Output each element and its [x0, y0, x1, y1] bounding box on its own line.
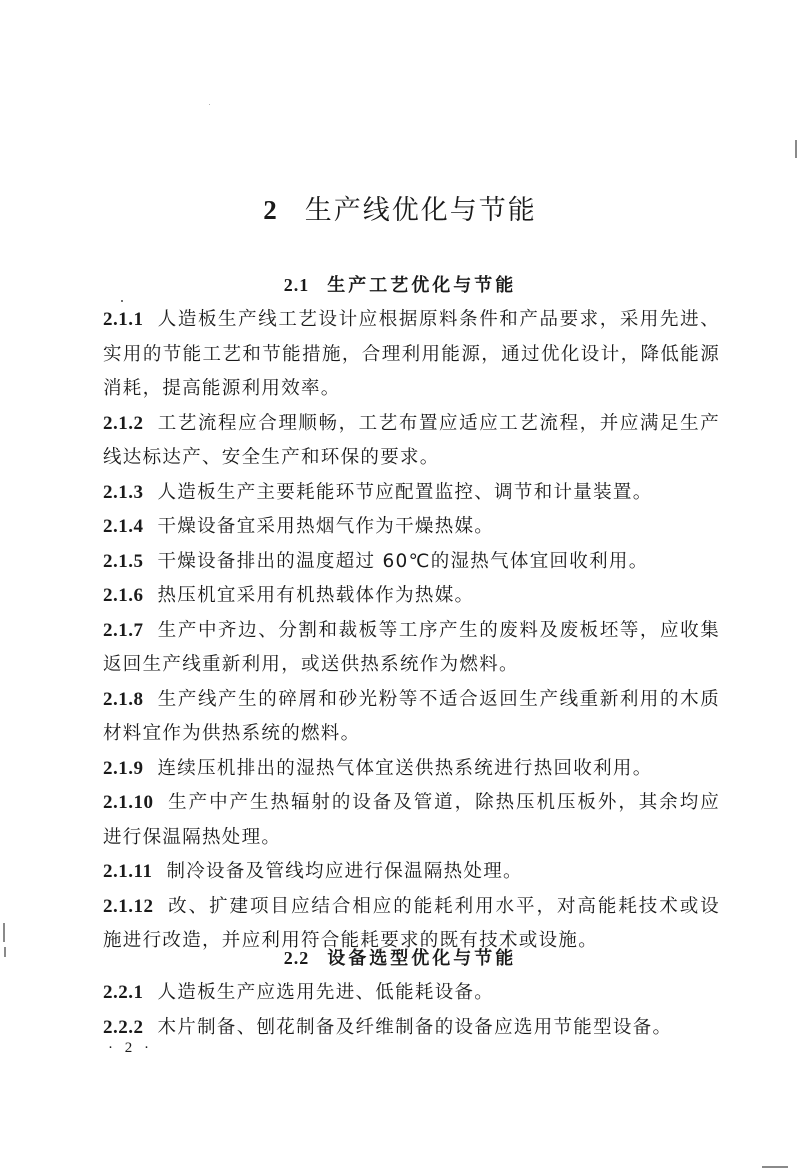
clause-text: 人造板生产主要耗能环节应配置监控、调节和计量装置。	[157, 481, 653, 503]
clause-number: 2.1.9	[103, 757, 144, 779]
clause-number: 2.1.6	[103, 585, 144, 606]
clause-2-1-11	[103, 855, 720, 890]
clause-2-1-7	[103, 614, 720, 683]
scan-edge-mark-left-1	[3, 923, 5, 942]
clause-text: 干燥设备排出的温度超过 60℃的湿热气体宜回收利用。	[157, 550, 649, 572]
clause-text: 人造板生产线工艺设计应根据原料条件和产品要求，采用先进、实用的节能工艺和节能措施，合理利用能源，通过优化设计，降低能源消耗，提高能源利用效率。	[103, 309, 720, 399]
clause-2-1-10	[103, 786, 720, 855]
clause-number: 2.1.12	[103, 895, 154, 917]
clause-number: 2.1.8	[103, 688, 144, 710]
clause-number: 2.1.11	[103, 861, 153, 882]
section-number: 2.1	[283, 274, 310, 295]
scan-edge-mark-right	[795, 140, 797, 158]
clause-2-2-2	[103, 1011, 720, 1046]
section-2-2-body	[103, 976, 720, 1045]
clause-number: 2.1.5	[103, 550, 144, 572]
clause-number: 2.2.2	[103, 1016, 144, 1038]
clause-number: 2.1.2	[103, 412, 144, 434]
clause-text: 人造板生产应选用先进、低能耗设备。	[157, 982, 495, 1003]
clause-2-1-8	[103, 683, 720, 752]
section-2-1-body	[103, 303, 720, 959]
clause-text: 连续压机排出的湿热气体宜送供热系统进行热回收利用。	[157, 757, 653, 779]
clause-text: 生产线产生的碎屑和砂光粉等不适合返回生产线重新利用的木质材料宜作为供热系统的燃料。	[103, 688, 720, 744]
scan-edge-mark-bottom	[762, 1166, 788, 1168]
section-heading-2-2	[0, 944, 800, 970]
clause-text: 干燥设备宜采用热烟气作为干燥热媒。	[157, 516, 495, 537]
section-heading-2-1	[0, 271, 800, 297]
chapter-title-text: 生产线优化与节能	[304, 195, 537, 227]
clause-2-1-5	[103, 545, 720, 580]
clause-text: 木片制备、刨花制备及纤维制备的设备应选用节能型设备。	[157, 1016, 673, 1038]
clause-text: 热压机宜采用有机热载体作为热媒。	[157, 585, 475, 606]
clause-2-1-1	[103, 303, 720, 407]
clause-text: 改、扩建项目应结合相应的能耗利用水平，对高能耗技术或设施进行改造，并应利用符合能耗要求的既有技术或设施。	[103, 895, 720, 951]
chapter-title	[0, 188, 800, 227]
clause-2-1-4	[103, 510, 720, 545]
clause-2-1-2	[103, 407, 720, 476]
clause-2-1-6	[103, 579, 720, 614]
section-number: 2.2	[283, 947, 310, 968]
clause-2-1-3	[103, 476, 720, 511]
clause-number: 2.1.10	[103, 792, 154, 813]
clause-number: 2.1.3	[103, 481, 144, 503]
clause-text: 生产中齐边、分割和裁板等工序产生的废料及废板坯等，应收集返回生产线重新利用，或送供热系统作为燃料。	[103, 619, 720, 675]
chapter-number: 2	[263, 195, 279, 226]
scan-dust-dot	[121, 300, 123, 302]
clause-text: 制冷设备及管线均应进行保温隔热处理。	[166, 861, 523, 882]
page-number: · 2 ·	[108, 1040, 153, 1056]
clause-number: 2.1.4	[103, 516, 144, 537]
section-title: 生产工艺优化与节能	[327, 274, 517, 296]
clause-text: 生产中产生热辐射的设备及管道，除热压机压板外，其余均应进行保温隔热处理。	[103, 792, 720, 848]
clause-2-1-9	[103, 752, 720, 787]
section-title: 设备选型优化与节能	[327, 947, 517, 969]
clause-2-2-1	[103, 976, 720, 1011]
clause-number: 2.1.1	[103, 309, 144, 330]
clause-number: 2.1.7	[103, 619, 144, 641]
clause-number: 2.2.1	[103, 982, 144, 1003]
scan-dust-dot	[209, 104, 210, 105]
clause-text: 工艺流程应合理顺畅，工艺布置应适应工艺流程，并应满足生产线达标达产、安全生产和环保的要求。	[103, 412, 720, 468]
